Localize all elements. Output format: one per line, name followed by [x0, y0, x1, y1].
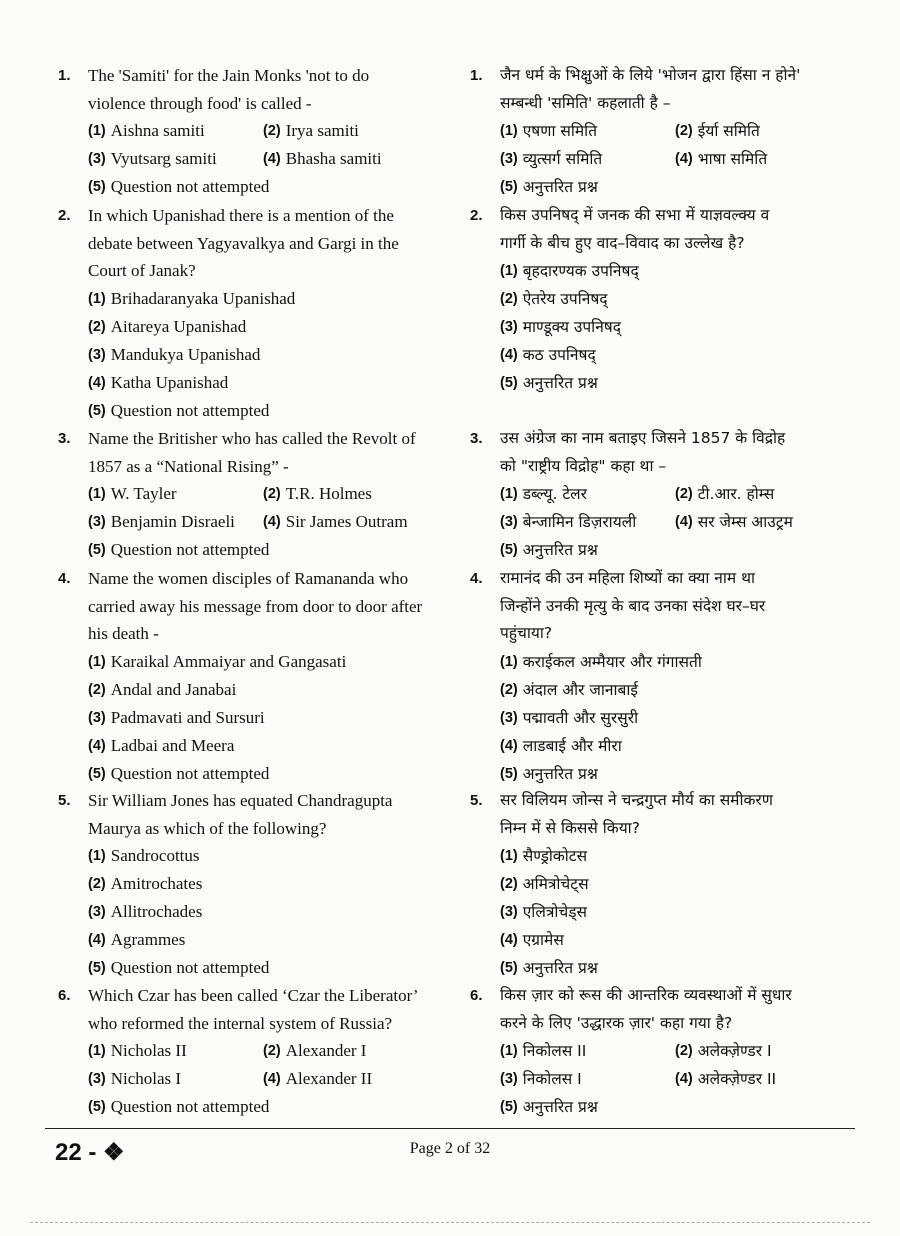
- question-stem: [58, 202, 443, 285]
- option-number: (2): [500, 681, 518, 698]
- answer-option: [500, 1065, 675, 1093]
- option-text: Ladbai and Meera: [110, 735, 235, 755]
- option-number: (4): [88, 737, 106, 754]
- answer-option: [88, 898, 202, 926]
- answer-option: [88, 508, 263, 536]
- answer-option: [500, 1093, 598, 1121]
- option-number: (2): [88, 876, 106, 892]
- option-number: (1): [500, 123, 518, 139]
- question-3: [58, 425, 443, 564]
- option-text: अनुत्तरित प्रश्न: [522, 374, 598, 392]
- question-text-line: पहुंचाया?: [500, 624, 553, 642]
- option-text: कराईकल अम्मैयार और गंगासती: [522, 652, 702, 671]
- option-text: Aishna samiti: [110, 121, 205, 140]
- option-text: Sandrocottus: [110, 846, 200, 865]
- answer-option: [88, 842, 200, 870]
- answer-option: [500, 145, 675, 173]
- option-number: (4): [675, 514, 693, 530]
- option-text: Irya samiti: [285, 121, 359, 140]
- answer-option: [88, 1037, 263, 1065]
- answer-option: [88, 341, 260, 369]
- option-text: अलेक्ज़ेण्डर I: [697, 1042, 772, 1060]
- answer-option: [500, 898, 587, 926]
- question-text-line: In which Upanishad there is a mention of the: [88, 206, 394, 225]
- option-text: ईर्या समिति: [697, 122, 760, 140]
- option-number: (1): [500, 848, 518, 864]
- question-stem: [470, 62, 860, 117]
- question-stem: [58, 62, 443, 117]
- answer-option: [88, 648, 346, 676]
- option-number: (1): [88, 848, 106, 864]
- question-number: 3.: [58, 430, 71, 447]
- option-text: अनुत्तरित प्रश्न: [522, 959, 598, 977]
- option-text: माण्डूक्य उपनिषद्: [522, 318, 621, 336]
- answer-option: [500, 313, 621, 341]
- question-text-line: violence through food' is called -: [88, 93, 312, 113]
- option-number: (3): [88, 904, 106, 920]
- question-2: [470, 202, 860, 397]
- question-text-line: रामानंद की उन महिला शिष्यों का क्या नाम था: [500, 569, 756, 587]
- bottom-dashes: [30, 1222, 870, 1223]
- option-number: (4): [263, 1071, 281, 1087]
- answer-option: [500, 870, 589, 898]
- option-text: Karaikal Ammaiyar and Gangasati: [110, 651, 347, 671]
- option-text: बेन्जामिन डिज़रायली: [522, 513, 637, 531]
- question-4: [58, 565, 443, 788]
- option-text: सैण्ड्रोकोटस: [522, 847, 588, 865]
- answer-option: [500, 704, 638, 732]
- question-number: 3.: [470, 430, 483, 447]
- option-number: (5): [88, 542, 106, 558]
- question-text-line: who reformed the internal system of Russia?: [88, 1013, 393, 1033]
- option-number: (4): [500, 737, 518, 754]
- option-text: डब्ल्यू. टेलर: [522, 485, 587, 503]
- option-text: अनुत्तरित प्रश्न: [522, 1098, 598, 1116]
- option-number: (4): [500, 347, 518, 363]
- question-text-line: जैन धर्म के भिक्षुओं के लिये 'भोजन द्वारा हिंसा न होने': [500, 66, 801, 84]
- question-text-line: Which Czar has been called ‘Czar the Liberator’: [88, 986, 419, 1005]
- question-text-line: गार्गी के बीच हुए वाद–विवाद का उल्लेख है?: [500, 233, 745, 252]
- option-text: कठ उपनिषद्: [522, 346, 596, 364]
- answer-option: [88, 704, 265, 732]
- answer-option: [88, 117, 263, 145]
- option-number: (2): [675, 123, 693, 139]
- option-number: (2): [500, 876, 518, 892]
- option-number: (1): [500, 263, 518, 279]
- option-number: (1): [500, 653, 518, 670]
- option-number: (4): [263, 151, 281, 167]
- option-text: Benjamin Disraeli: [110, 512, 235, 531]
- option-number: (1): [500, 486, 518, 502]
- option-text: एग्रामेस: [522, 931, 564, 949]
- option-text: पद्मावती और सुरसुरी: [522, 708, 639, 727]
- option-number: (3): [500, 1071, 518, 1087]
- answer-option: [500, 369, 598, 397]
- option-number: (5): [88, 402, 106, 419]
- question-stem: [58, 787, 443, 842]
- option-text: Andal and Janabai: [110, 679, 237, 699]
- question-number: 5.: [58, 792, 71, 809]
- question-text-line: Maurya as which of the following?: [88, 818, 327, 838]
- answer-option: [500, 676, 638, 704]
- option-number: (5): [88, 960, 106, 976]
- question-stem: [470, 425, 860, 480]
- answer-option: [500, 341, 596, 369]
- answer-option: [500, 760, 598, 788]
- answer-option: [500, 648, 702, 676]
- answer-option: [675, 508, 850, 536]
- answer-option: [675, 480, 850, 508]
- answer-option: [88, 145, 263, 173]
- question-1: [58, 62, 443, 201]
- option-number: (4): [263, 514, 281, 530]
- question-3: [470, 425, 860, 564]
- option-text: सर जेम्स आउट्रम: [697, 513, 793, 531]
- question-number: 2.: [58, 207, 71, 224]
- option-number: (4): [500, 932, 518, 948]
- question-text-line: Court of Janak?: [88, 261, 196, 280]
- question-text-line: Sir William Jones has equated Chandragupta: [88, 791, 393, 810]
- option-text: Alexander II: [285, 1069, 373, 1088]
- option-text: Question not attempted: [110, 763, 270, 783]
- answer-option: [263, 117, 438, 145]
- option-number: (5): [88, 1099, 106, 1115]
- question-text-line: करने के लिए 'उद्धारक ज़ार' कहा गया है?: [500, 1013, 733, 1032]
- answer-option: [88, 760, 269, 788]
- question-stem: [470, 202, 860, 257]
- answer-option: [500, 732, 622, 760]
- option-number: (1): [88, 290, 106, 307]
- option-number: (5): [88, 765, 106, 782]
- option-text: अंदाल और जानाबाई: [522, 680, 638, 699]
- booklet-code: 22 - ❖: [55, 1139, 125, 1166]
- option-text: Agrammes: [110, 930, 186, 949]
- question-text-line: किस ज़ार को रूस की आन्तरिक व्यवस्थाओं में सुधार: [500, 986, 792, 1004]
- option-number: (2): [500, 291, 518, 307]
- question-text-line: सम्बन्धी 'समिति' कहलाती है –: [500, 93, 671, 112]
- option-number: (1): [88, 1043, 106, 1059]
- option-number: (4): [88, 374, 106, 391]
- option-text: Mandukya Upanishad: [110, 344, 261, 364]
- answer-option: [263, 145, 438, 173]
- question-text-line: को "राष्ट्रीय विद्रोह" कहा था –: [500, 456, 667, 475]
- answer-option: [88, 870, 202, 898]
- answer-option: [500, 173, 598, 201]
- option-text: Nicholas I: [110, 1069, 182, 1088]
- option-number: (3): [500, 709, 518, 726]
- answer-option: [500, 285, 608, 313]
- question-number: 6.: [58, 987, 71, 1004]
- question-1: [470, 62, 860, 201]
- option-number: (2): [263, 486, 281, 502]
- option-number: (5): [500, 1099, 518, 1115]
- answer-option: [88, 285, 295, 313]
- option-text: बृहदारण्यक उपनिषद्: [522, 262, 639, 280]
- answer-option: [88, 480, 263, 508]
- option-text: Aitareya Upanishad: [110, 316, 247, 336]
- option-text: Padmavati and Sursuri: [110, 707, 265, 727]
- option-number: (1): [88, 486, 106, 502]
- question-text-line: जिन्होंने उनकी मृत्यु के बाद उनका संदेश घर–घर: [500, 596, 766, 615]
- option-number: (5): [500, 765, 518, 782]
- option-number: (2): [263, 1043, 281, 1059]
- question-text-line: सर विलियम जोन्स ने चन्द्रगुप्त मौर्य का समीकरण: [500, 791, 773, 809]
- question-text-line: The 'Samiti' for the Jain Monks 'not to do: [88, 66, 370, 85]
- answer-option: [88, 954, 269, 982]
- option-text: Bhasha samiti: [285, 149, 382, 168]
- answer-option: [263, 1037, 438, 1065]
- answer-option: [675, 1037, 850, 1065]
- option-text: Katha Upanishad: [110, 372, 229, 392]
- option-text: Alexander I: [285, 1041, 367, 1060]
- option-number: (4): [88, 932, 106, 948]
- question-stem: [470, 565, 860, 648]
- question-text-line: Name the Britisher who has called the Revolt of: [88, 429, 416, 448]
- question-6: [58, 982, 443, 1121]
- question-5: [470, 787, 860, 982]
- answer-option: [500, 842, 587, 870]
- option-text: एषणा समिति: [522, 122, 598, 140]
- option-number: (2): [88, 318, 106, 335]
- option-number: (3): [500, 514, 518, 530]
- answer-option: [675, 1065, 850, 1093]
- answer-option: [88, 732, 234, 760]
- option-number: (3): [88, 709, 106, 726]
- answer-option: [88, 313, 246, 341]
- option-number: (2): [675, 1043, 693, 1059]
- answer-option: [88, 536, 269, 564]
- option-number: (5): [500, 375, 518, 391]
- option-number: (5): [88, 179, 106, 195]
- option-text: अलेक्ज़ेण्डर II: [697, 1070, 777, 1088]
- option-text: अनुत्तरित प्रश्न: [522, 178, 598, 196]
- option-number: (1): [88, 653, 106, 670]
- option-text: अमित्रोचेट्स: [522, 875, 589, 893]
- question-number: 2.: [470, 207, 483, 224]
- option-number: (4): [675, 1071, 693, 1087]
- option-number: (3): [500, 151, 518, 167]
- option-number: (2): [88, 681, 106, 698]
- answer-option: [500, 508, 675, 536]
- option-text: अनुत्तरित प्रश्न: [522, 764, 598, 783]
- question-text-line: निम्न में से किससे किया?: [500, 818, 640, 837]
- option-text: भाषा समिति: [697, 150, 768, 168]
- option-text: एलित्रोचेड्स: [522, 903, 588, 921]
- question-stem: [470, 982, 860, 1037]
- option-text: Nicholas II: [110, 1041, 187, 1060]
- answer-option: [500, 926, 564, 954]
- option-number: (3): [88, 514, 106, 530]
- option-number: (5): [500, 542, 518, 558]
- question-number: 1.: [58, 67, 71, 84]
- question-text-line: debate between Yagyavalkya and Gargi in the: [88, 233, 399, 253]
- question-4: [470, 565, 860, 788]
- option-text: Question not attempted: [110, 540, 270, 559]
- option-number: (3): [88, 151, 106, 167]
- question-stem: [58, 425, 443, 480]
- answer-option: [88, 369, 228, 397]
- question-6: [470, 982, 860, 1121]
- answer-option: [263, 480, 438, 508]
- answer-option: [500, 480, 675, 508]
- question-number: 5.: [470, 792, 483, 809]
- answer-option: [675, 117, 850, 145]
- option-number: (3): [500, 319, 518, 335]
- answer-option: [500, 257, 639, 285]
- option-text: Question not attempted: [110, 958, 270, 977]
- question-text-line: Name the women disciples of Ramananda who: [88, 569, 409, 588]
- answer-option: [263, 508, 438, 536]
- answer-option: [500, 1037, 675, 1065]
- option-text: Question not attempted: [110, 1097, 270, 1116]
- option-text: अनुत्तरित प्रश्न: [522, 541, 598, 559]
- question-stem: [58, 982, 443, 1037]
- footer-divider: [45, 1128, 855, 1129]
- answer-option: [500, 536, 598, 564]
- answer-option: [500, 117, 675, 145]
- answer-option: [88, 1065, 263, 1093]
- option-text: Question not attempted: [110, 177, 270, 196]
- option-text: Question not attempted: [110, 400, 270, 420]
- option-number: (5): [500, 179, 518, 195]
- option-text: निकोलस I: [522, 1070, 582, 1088]
- question-text-line: carried away his message from door to door after: [88, 596, 423, 616]
- option-number: (1): [500, 1043, 518, 1059]
- question-text-line: किस उपनिषद् में जनक की सभा में याज्ञवल्क्य व: [500, 206, 770, 224]
- option-number: (3): [88, 346, 106, 363]
- question-number: 6.: [470, 987, 483, 1004]
- option-text: Vyutsarg samiti: [110, 149, 217, 168]
- question-2: [58, 202, 443, 425]
- option-text: Amitrochates: [110, 874, 203, 893]
- option-text: टी.आर. होम्स: [697, 485, 775, 503]
- option-text: Sir James Outram: [285, 512, 408, 531]
- page-number: Page 2 of 32: [409, 1140, 491, 1157]
- option-number: (1): [88, 123, 106, 139]
- option-number: (5): [500, 960, 518, 976]
- answer-option: [88, 173, 269, 201]
- question-stem: [58, 565, 443, 648]
- option-text: W. Tayler: [110, 484, 177, 503]
- option-text: ऐतरेय उपनिषद्: [522, 290, 608, 308]
- question-text-line: उस अंग्रेज का नाम बताइए जिसने 1857 के विद्रोह: [500, 429, 786, 447]
- question-stem: [470, 787, 860, 842]
- option-text: Allitrochades: [110, 902, 203, 921]
- option-number: (4): [675, 151, 693, 167]
- question-text-line: his death -: [88, 624, 159, 643]
- option-number: (2): [263, 123, 281, 139]
- question-text-line: 1857 as a “National Rising” -: [88, 456, 289, 476]
- option-text: व्युत्सर्ग समिति: [522, 150, 603, 168]
- option-text: Brihadaranyaka Upanishad: [110, 288, 296, 308]
- question-number: 4.: [470, 570, 483, 587]
- question-number: 4.: [58, 570, 71, 587]
- option-text: लाडबाई और मीरा: [522, 736, 622, 755]
- answer-option: [88, 1093, 269, 1121]
- option-number: (3): [88, 1071, 106, 1087]
- answer-option: [675, 145, 850, 173]
- question-number: 1.: [470, 67, 483, 84]
- answer-option: [263, 1065, 438, 1093]
- option-text: निकोलस II: [522, 1042, 587, 1060]
- option-text: T.R. Holmes: [285, 484, 372, 503]
- answer-option: [88, 926, 185, 954]
- answer-option: [88, 397, 269, 425]
- answer-option: [500, 954, 598, 982]
- option-number: (2): [675, 486, 693, 502]
- question-5: [58, 787, 443, 982]
- answer-option: [88, 676, 236, 704]
- option-number: (3): [500, 904, 518, 920]
